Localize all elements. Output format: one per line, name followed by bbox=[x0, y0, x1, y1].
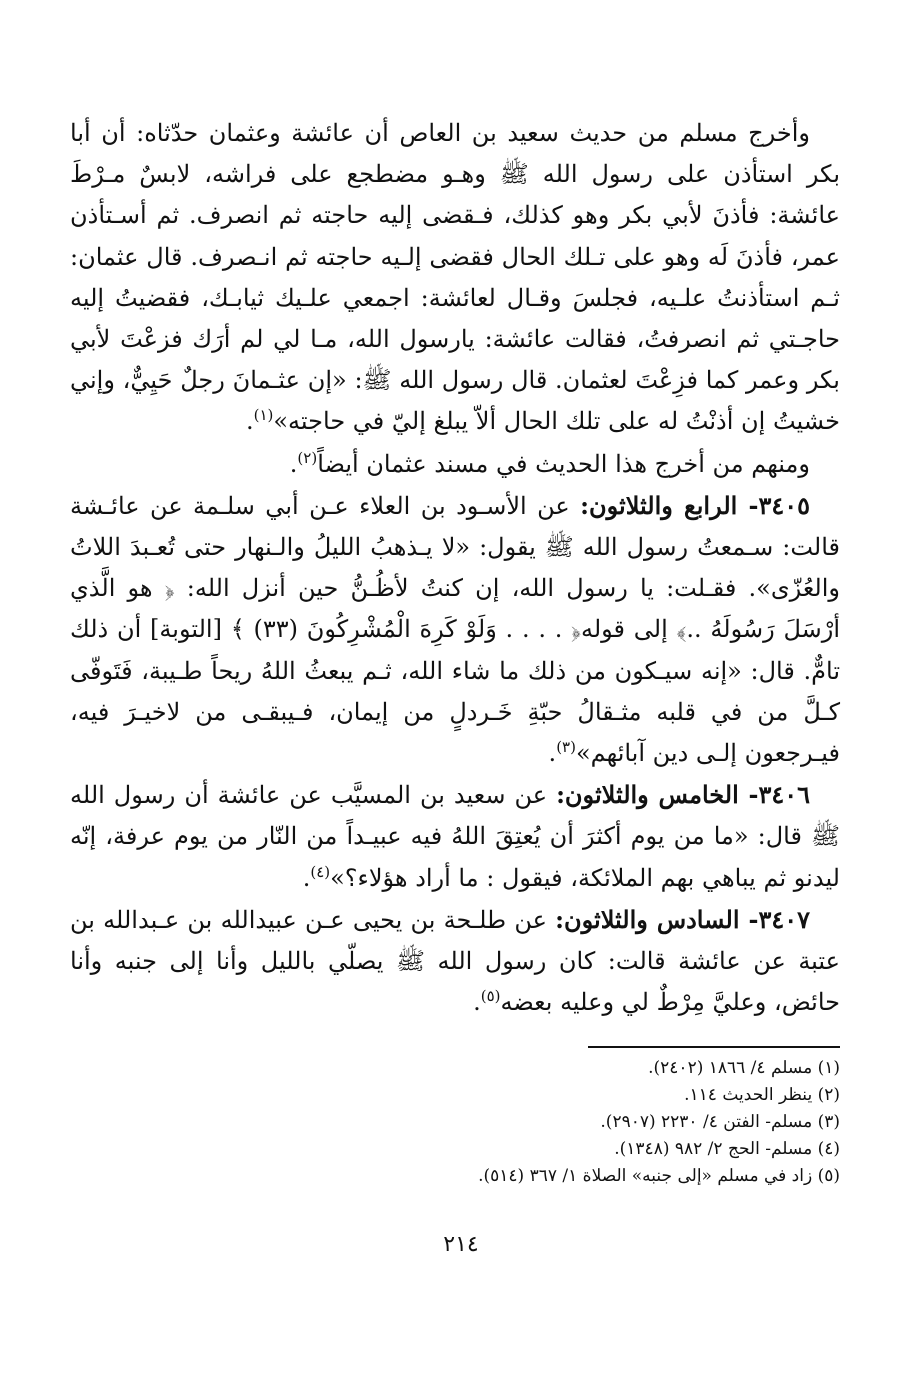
footnote-ref[interactable]: (٤) bbox=[310, 862, 331, 881]
hadith-heading: ٣٤٠٥- الرابع والثلاثون: bbox=[580, 490, 810, 520]
footnote-ref[interactable]: (٥) bbox=[480, 987, 501, 1006]
paragraph-text: عن طلـحة بن يحيى عـن عبيدالله بن عـبدالله بن عتبة عن عائشة قالت: كان رسول الله ﷺ يصلّي بالليل وأنا إلى جنبه وأنا حائض، وعليَّ مِرْطٌ لي وعليه بعضه bbox=[70, 905, 840, 1017]
hadith-heading: ٣٤٠٦- الخامس والثلاثون: bbox=[556, 780, 810, 810]
footnote-ref[interactable]: (٢) bbox=[297, 448, 318, 467]
paragraph bbox=[70, 112, 840, 443]
page-number: ٢١٤ bbox=[443, 1232, 479, 1257]
footnote-divider bbox=[588, 1046, 840, 1048]
paragraph-text: عن سعيد بن المسيَّب عن عائشة أن رسول الله ﷺ قال: «ما من يوم أكثرَ أن يُعتِقَ اللهُ فيه عبيـداً من النّار من يوم عرفة، إنّه ليدنو ثم يباهي بهم الملائكة، فيقول : ما أراد هؤلاء؟» bbox=[70, 781, 840, 892]
paragraph-tail: . bbox=[302, 863, 311, 892]
paragraph bbox=[70, 899, 840, 1024]
main-text bbox=[70, 112, 840, 1023]
paragraph-tail: . bbox=[473, 988, 481, 1017]
footnote-ref[interactable]: (٣) bbox=[556, 738, 576, 757]
footnote-ref[interactable]: (١) bbox=[253, 406, 274, 425]
paragraph bbox=[70, 485, 840, 774]
hadith-heading: ٣٤٠٧- السادس والثلاثون: bbox=[555, 904, 810, 934]
footnote-item: (٣) مسلم- الفتن ٤/ ٢٢٣٠ (٢٩٠٧). bbox=[600, 1112, 840, 1132]
paragraph-text: عن الأسـود بن العلاء عـن أبي سلـمة عن عائـشة قالت: سـمعتُ رسول الله ﷺ يقول: «لا يـذهبُ الليلُ والـنهار حتى تُعـبدَ اللاتُ والعُزّى». فقـلت: يا رسول الله، إن كنتُ لأظُـنُّ حين أنزل الله: ﴿ هو الَّذي أرْسَلَ رَسُولَهُ ..﴾ إلى قوله﴿ . . . . وَلَوْ كَرِهَ الْمُشْرِكُونَ (٣٣) ﴾ [التوبة] أن ذلك تامٌّ. قال: «إنه سيـكون من ذلك ما شاء الله، ثـم يبعثُ اللهُ ريحاً طـيبة، فَتَوفّى كـلَّ من في قلبه مثـقالُ حبّةِ خَـردلٍ من إيمان، فـيبقـى من لاخيـرَ فيه، فيـرجعون إلـى دين آبائهم» bbox=[70, 491, 840, 768]
footnote-item: (٤) مسلم- الحج ٢/ ٩٨٢ (١٣٤٨). bbox=[614, 1139, 840, 1159]
paragraph-text: وأخرج مسلم من حديث سعيد بن العاص أن عائشة وعثمان حدّثاه: أن أبا بكر استأذن على رسول الله ﷺ وهـو مضطجع على فراشه، لابسٌ مـرْطَ عائشة: فأذنَ لأبي بكر وهو كذلك، فـقضى إليه حاجته ثم انصرف. ثم أسـتأذن عمر، فأذنَ لَه وهو على تـلك الحال فقضى إلـيه حاجته ثم انـصرف. قال عثمان: ثـم استأذنتُ علـيه، فجلسَ وقـال لعائشة: اجمعي علـيك ثيابـك، فقضيتُ إليه حاجـتي ثم انصرفتُ، فقالت عائشة: يارسول الله، مـا لي لم أرَك فزعْتَ لأبي بكر وعمر كما فزِعْتَ لعثمان. قال رسول الله ﷺ: «إن عثـمانَ رجلٌ حَيِيٌّ، وإني خشيتُ إن أذنْتُ له على تلك الحال ألاّ يبلغ إليّ في حاجته» bbox=[70, 119, 840, 436]
footnote-item: (٥) زاد في مسلم «إلى جنبه» الصلاة ١/ ٣٦٧ (٥١٤). bbox=[478, 1166, 840, 1186]
paragraph-tail: . bbox=[289, 449, 298, 478]
paragraph-tail: . bbox=[245, 407, 254, 436]
paragraph bbox=[70, 774, 840, 899]
footnote-item: (٢) ينظر الحديث ١١٤. bbox=[684, 1085, 840, 1105]
paragraph-tail: . bbox=[548, 739, 557, 768]
paragraph bbox=[70, 443, 840, 485]
paragraph-text: ومنهم من أخرج هذا الحديث في مسند عثمان أيضاً bbox=[317, 449, 810, 478]
footnote-item: (١) مسلم ٤/ ١٨٦٦ (٢٤٠٢). bbox=[648, 1058, 840, 1078]
footnote-list bbox=[80, 1055, 840, 1190]
